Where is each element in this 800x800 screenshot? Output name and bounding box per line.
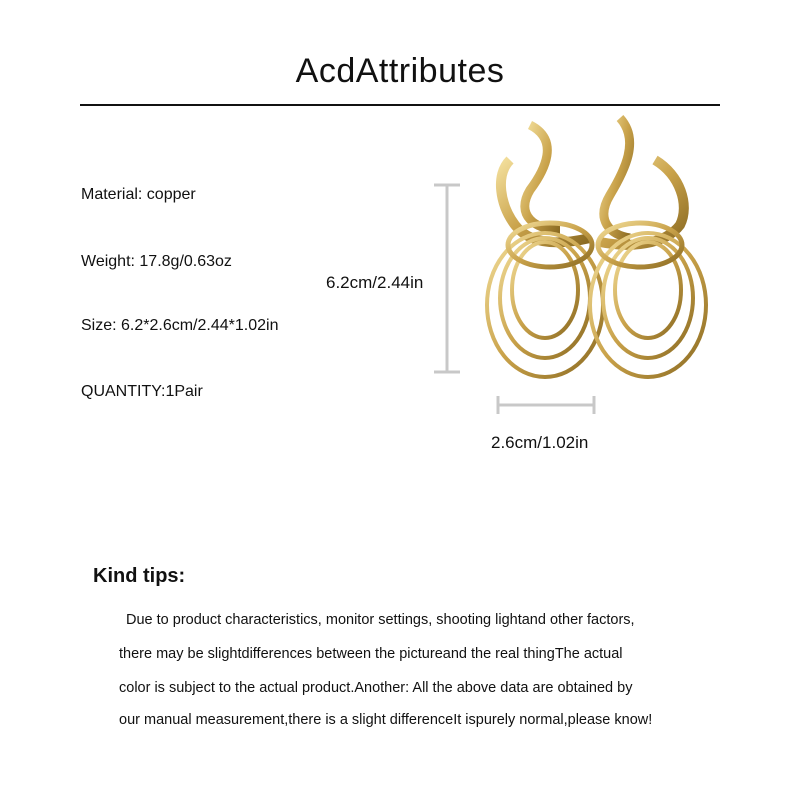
tips-title: Kind tips: <box>93 565 186 587</box>
width-dimension-label: 2.6cm/1.02in <box>491 433 589 452</box>
tip-line: Due to product characteristics, monitor settings, shooting lightand other factors, <box>126 612 635 628</box>
spec-size: Size: 6.2*2.6cm/2.44*1.02in <box>81 317 279 334</box>
page-title: AcdAttributes <box>295 52 505 90</box>
spec-material: Material: copper <box>81 186 196 203</box>
tip-line: color is subject to the actual product.Another: All the above data are obtained by <box>119 680 633 696</box>
tip-line: there may be slightdifferences between the pictureand the real thingThe actual <box>119 646 623 662</box>
spec-quantity: QUANTITY:1Pair <box>81 383 203 400</box>
left-earring <box>487 125 603 377</box>
right-earring <box>590 118 706 377</box>
height-dimension-label: 6.2cm/2.44in <box>326 273 424 292</box>
width-dimension-line <box>498 396 594 414</box>
spec-weight: Weight: 17.8g/0.63oz <box>81 253 232 270</box>
height-dimension-line <box>434 185 460 372</box>
tip-line: our manual measurement,there is a slight differenceIt ispurely normal,please know! <box>119 712 653 728</box>
